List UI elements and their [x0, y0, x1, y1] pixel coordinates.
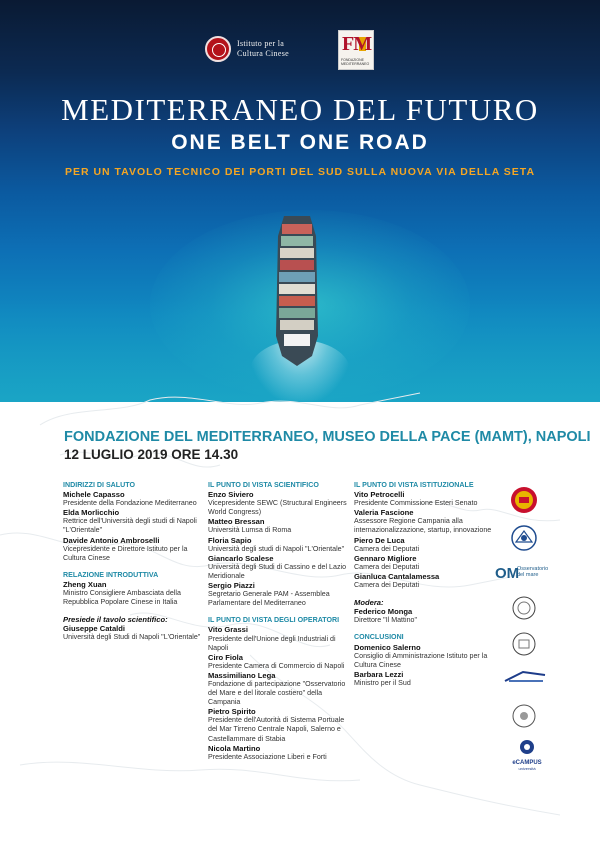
- speaker-name: Matteo Bressan: [208, 517, 265, 527]
- speaker-name: Enzo Siviero: [208, 490, 254, 500]
- speaker-role: Università degli studi di Napoli "L'Orientale": [208, 544, 345, 553]
- speaker-role: Ministro per il Sud: [354, 678, 411, 687]
- speaker-name: Gennaro Migliore: [354, 553, 417, 563]
- speaker-role: Vicepresidente e Direttore Istituto per la Cultura Cinese: [63, 544, 188, 562]
- section-heading: IL PUNTO DI VISTA DEGLI OPERATORI: [208, 616, 340, 625]
- academy-seal-icon: [511, 631, 537, 657]
- istituto-cultura-cinese-logo: [205, 36, 325, 70]
- container-ship-image: [262, 206, 332, 368]
- university-seal-icon: [511, 595, 537, 621]
- speaker-role: Rettrice dell'Università degli studi di Napoli "L'Orientale": [63, 517, 197, 535]
- section-heading: CONCLUSIONI: [354, 633, 404, 642]
- ecampus-logo: [507, 739, 547, 773]
- speaker-name: Elda Morlicchio: [63, 508, 120, 518]
- speaker-role: Presidente Camera di Commercio di Napoli: [208, 661, 345, 670]
- istituto-line1: Istituto per la: [237, 39, 285, 48]
- chair-heading: Presiede il tavolo scientifico:: [63, 615, 168, 625]
- red-seal-icon: [205, 36, 231, 62]
- speaker-role: Camera dei Deputati: [354, 581, 420, 590]
- fondazione-mediterraneo-logo: [338, 30, 374, 70]
- istituto-line2: Cultura Cinese: [237, 49, 289, 58]
- osservatorio-logo: [495, 565, 555, 583]
- ecampus-label: eCAMPUS: [512, 760, 542, 766]
- event-date: 12 LUGLIO 2019 ORE 14.30: [64, 447, 239, 462]
- om-mark-icon: OM: [495, 565, 520, 582]
- speaker-role: Presidente della Fondazione Mediterraneo: [63, 499, 197, 508]
- speaker-name: Domenico Salerno: [354, 642, 421, 652]
- speaker-name: Vito Grassi: [208, 625, 248, 635]
- speaker-role: Presidente dell'Unione degli Industriali di Napoli: [208, 634, 336, 652]
- speaker-name: Piero De Luca: [354, 535, 405, 545]
- moderator-heading: Modera:: [354, 598, 384, 608]
- speaker-role: Camera dei Deputati: [354, 562, 420, 571]
- section-heading: INDIRIZZI DI SALUTO: [63, 481, 135, 489]
- speaker-name: Valeria Fascione: [354, 508, 414, 518]
- speaker-role: Università Lumsa di Roma: [208, 526, 292, 535]
- parliament-emblem-icon: [509, 523, 539, 553]
- ecampus-globe-icon: [519, 739, 535, 755]
- speaker-role: Presidente Associazione Liberi e Forti: [208, 752, 327, 761]
- program-column-1: [63, 481, 208, 643]
- speaker-role: Segretario Generale PAM - Assemblea Parlamentare del Mediterraneo: [208, 590, 330, 608]
- program-column-2: [208, 481, 353, 762]
- program-column-3: [354, 481, 499, 688]
- speaker-name: Nicola Martino: [208, 743, 261, 753]
- speaker-name: Gianluca Cantalamessa: [354, 571, 440, 581]
- speaker-name: Davide Antonio Ambroselli: [63, 535, 160, 545]
- speaker-name: Barbara Lezzi: [354, 669, 404, 679]
- speaker-name: Zheng Xuan: [63, 579, 107, 589]
- speaker-role: Presidente dell'Autorità di Sistema Portuale del Mar Tirreno Centrale Napoli, Salerno e Castellammare di Stabia: [208, 716, 345, 743]
- osservatorio-label: Osservatorio del mare: [517, 566, 549, 578]
- speaker-role: Università degli Studi di Cassino e del Lazio Meridionale: [208, 562, 347, 580]
- speaker-role: Università degli Studi di Napoli "L'Orientale": [63, 633, 201, 642]
- speaker-role: Camera dei Deputati: [354, 544, 420, 553]
- speaker-name: Pietro Spirito: [208, 707, 256, 717]
- speaker-role: Consiglio di Amministrazione Istituto per la Cultura Cinese: [354, 651, 488, 669]
- fm-sub: FONDAZIONE MEDITERRANEO: [341, 58, 370, 66]
- page-tagline: PER UN TAVOLO TECNICO DEI PORTI DEL SUD SULLA NUOVA VIA DELLA SETA: [64, 166, 536, 178]
- speaker-name: Massimiliano Lega: [208, 670, 276, 680]
- logo-bar: [0, 30, 600, 74]
- fm-mark: FM: [342, 33, 372, 55]
- speaker-role: Fondazione di partecipazione "Osservatorio del Mare e del litorale costiero" della Campania: [208, 679, 346, 707]
- port-authority-logo: [503, 669, 547, 685]
- speaker-role: Vicepresidente SEWC (Structural Engineers World Congress): [208, 499, 347, 517]
- speaker-role: Ministro Consigliere Ambasciata della Repubblica Popolare Cinese in Italia: [63, 589, 181, 607]
- speaker-name: Ciro Fiola: [208, 652, 244, 662]
- section-heading: IL PUNTO DI VISTA ISTITUZIONALE: [354, 481, 474, 489]
- speaker-name: Floria Sapio: [208, 535, 252, 545]
- speaker-role: Direttore "Il Mattino": [354, 616, 417, 625]
- institution-seal-icon: [511, 703, 537, 729]
- speaker-role: Presidente Commissione Esteri Senato: [354, 499, 478, 508]
- hero-banner: [0, 0, 600, 402]
- ecampus-sub: università: [518, 766, 536, 771]
- speaker-name: Vito Petrocelli: [354, 490, 405, 500]
- speaker-name: Giancarlo Scalese: [208, 553, 274, 563]
- speaker-role: Assessore Regione Campania alla internazionalizzazione, startup, innovazione: [354, 517, 492, 535]
- speaker-name: Michele Capasso: [63, 490, 125, 500]
- page-subtitle: ONE BELT ONE ROAD: [171, 131, 429, 154]
- china-emblem-icon: [509, 485, 539, 515]
- sponsor-logos: [495, 485, 549, 775]
- page-title: MEDITERRANEO DEL FUTURO: [61, 92, 539, 127]
- speaker-name: Sergio Piazzi: [208, 581, 255, 591]
- speaker-name: Giuseppe Cataldi: [63, 624, 126, 634]
- section-heading: RELAZIONE INTRODUTTIVA: [63, 570, 159, 579]
- section-heading: IL PUNTO DI VISTA SCIENTIFICO: [208, 481, 319, 489]
- speaker-name: Federico Monga: [354, 607, 413, 617]
- event-venue: FONDAZIONE DEL MEDITERRANEO, MUSEO DELLA PACE (MAMT), NAPOLI: [64, 429, 591, 445]
